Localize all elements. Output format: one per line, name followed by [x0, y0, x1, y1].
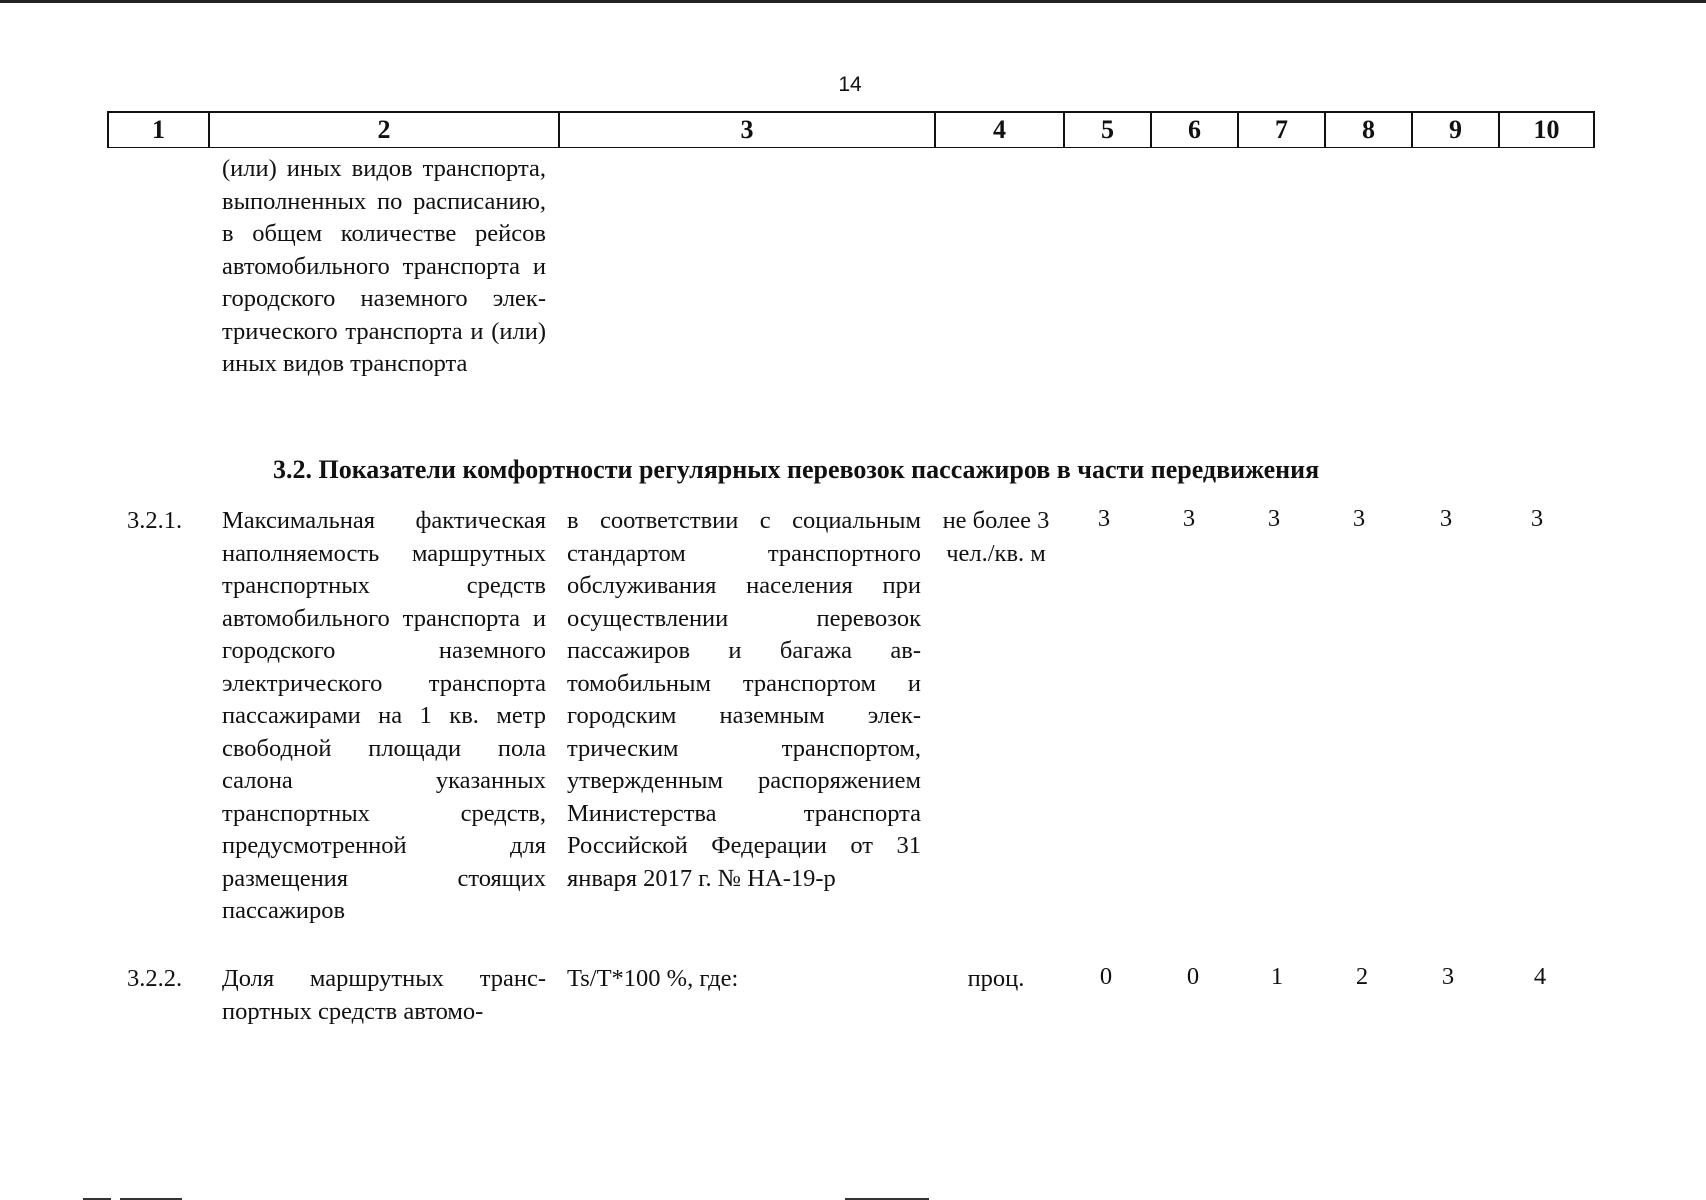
- value-col-6: 3: [1182, 505, 1196, 532]
- value-col-6: 0: [1186, 963, 1200, 990]
- column-header-7: 7: [1238, 112, 1325, 148]
- value-col-10: 4: [1533, 963, 1547, 990]
- unit-of-measure: не более 3 чел./кв. м: [942, 507, 1050, 567]
- indicator-name: Доля маршрутных транспортных средств автомо-: [222, 965, 546, 1025]
- value-col-10: 3: [1530, 505, 1544, 532]
- value-col-5: 0: [1099, 963, 1113, 990]
- calculation-method: в соответствии с социальным стандартом транспортного обслуживания населения при осуществлении перевозок пассажиров и багажа автомобильным транспортом и городским наземным электрическим транспортом, утвержденным распоряжением Министерства транспорта Российской Федерации от 31 января 2017 г. № НА-19-р: [567, 507, 921, 892]
- column-header-10: 10: [1499, 112, 1594, 148]
- column-header-6: 6: [1151, 112, 1238, 148]
- calculation-method: Ts/T*100 %, где:: [567, 965, 739, 992]
- value-col-7: 3: [1267, 505, 1281, 532]
- column-header-4: 4: [935, 112, 1064, 148]
- section-title: 3.2. Показатели комфортности регулярных перевозок пассажиров в части передвижения: [273, 455, 1320, 484]
- value-col-7: 1: [1270, 963, 1284, 990]
- column-header-1: 1: [108, 112, 209, 148]
- column-header-2: 2: [209, 112, 559, 148]
- value-col-8: 3: [1352, 505, 1366, 532]
- top-border: [0, 0, 1706, 3]
- column-header-5: 5: [1064, 112, 1151, 148]
- row-number: 3.2.1.: [127, 507, 183, 534]
- column-header-table: [107, 111, 1595, 148]
- value-col-9: 3: [1441, 963, 1455, 990]
- value-col-5: 3: [1097, 505, 1111, 532]
- indicator-name: Максимальная фактическая наполняемость маршрутных транспортных средств автомобильного транспорта и городского наземного электрического транспорта пассажирами на 1 кв. метр свободной площади пола салона указанных транспортных средств, предусмотренной для размещения стоящих пассажиров: [222, 507, 546, 924]
- value-col-9: 3: [1439, 505, 1453, 532]
- column-header-9: 9: [1412, 112, 1499, 148]
- column-header-row: [108, 112, 1594, 148]
- column-header-3: 3: [559, 112, 935, 148]
- column-header-8: 8: [1325, 112, 1412, 148]
- page-number: 14: [838, 73, 862, 96]
- value-col-8: 2: [1355, 963, 1369, 990]
- unit-of-measure: проц.: [967, 965, 1025, 992]
- continuation-text: (или) иных видов транспорта, выполненных по расписанию, в общем количестве рейсов автомобильного транспорта и городского наземного электрического транспорта и (или) иных видов транспорта: [222, 155, 546, 377]
- row-number: 3.2.2.: [127, 965, 183, 992]
